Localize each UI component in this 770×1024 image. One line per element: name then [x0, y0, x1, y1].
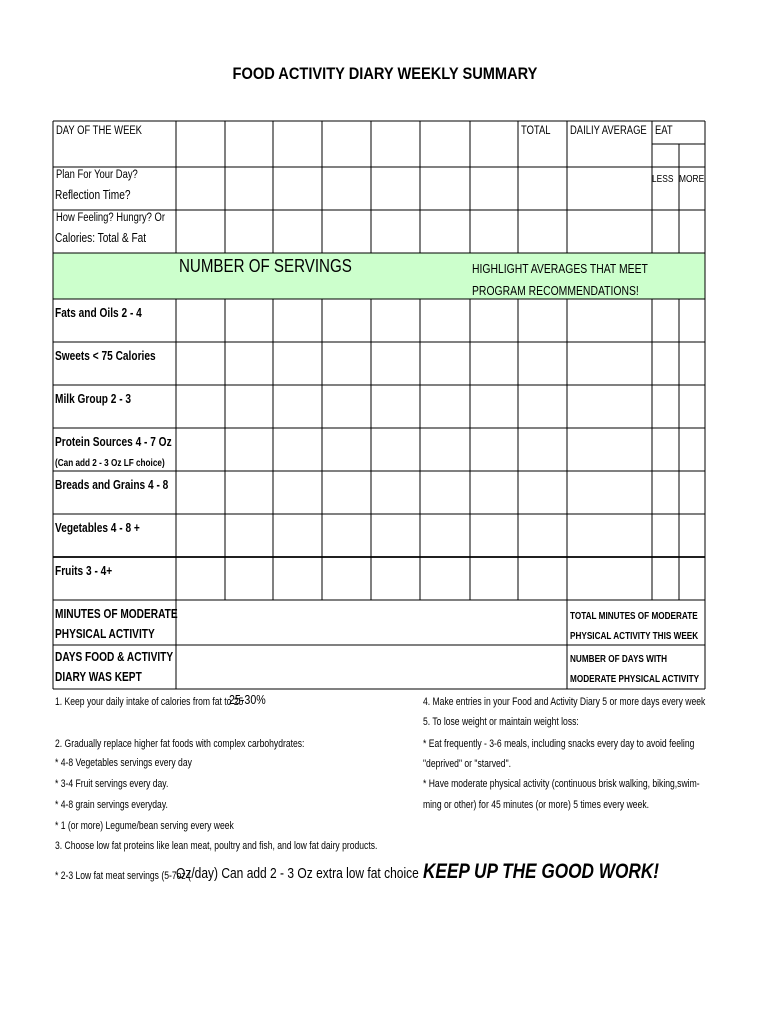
note-2c: * 4-8 grain servings everyday.	[55, 799, 168, 811]
calories-label: Calories: Total & Fat	[55, 230, 147, 245]
food-group-label: Vegetables 4 - 8 +	[55, 520, 140, 535]
note-1-value: 25-30%	[229, 692, 266, 707]
days-kept-label-line2: DIARY WAS KEPT	[55, 669, 142, 684]
number-days-label-line1: NUMBER OF DAYS WITH	[570, 653, 668, 665]
minutes-activity-label-line1: MINUTES OF MODERATE	[55, 606, 178, 621]
note-5b: * Have moderate physical activity (continuous brisk walking, biking,swim-	[423, 778, 700, 790]
total-minutes-label-line1: TOTAL MINUTES OF MODERATE	[570, 610, 698, 622]
number-days-label-line2: MODERATE PHYSICAL ACTIVITY	[570, 673, 700, 685]
closing-message: KEEP UP THE GOOD WORK!	[423, 860, 659, 883]
minutes-activity-label-line2: PHYSICAL ACTIVITY	[55, 626, 155, 641]
highlight-note-line1: HIGHLIGHT AVERAGES THAT MEET	[472, 261, 648, 276]
food-group-label: Fats and Oils 2 - 4	[55, 305, 142, 320]
plan-for-day-label: Plan For Your Day?	[56, 169, 138, 181]
how-feeling-label: How Feeling? Hungry? Or	[56, 212, 166, 224]
note-3a: * 2-3 Low fat meat servings (5-7oz (	[55, 870, 191, 882]
eat-column-header: EAT	[655, 125, 673, 137]
total-minutes-label-line2: PHYSICAL ACTIVITY THIS WEEK	[570, 630, 699, 642]
note-4: 4. Make entries in your Food and Activity Diary 5 or more days every week	[423, 696, 706, 708]
note-2d: * 1 (or more) Legume/bean serving every week	[55, 820, 234, 832]
food-group-sublabel: (Can add 2 - 3 Oz LF choice)	[55, 457, 165, 469]
note-5a: * Eat frequently - 3-6 meals, including snacks every day to avoid feeling	[423, 738, 695, 750]
note-2b: * 3-4 Fruit servings every day.	[55, 778, 169, 790]
day-of-week-label: DAY OF THE WEEK	[56, 125, 142, 137]
note-5: 5. To lose weight or maintain weight loss:	[423, 716, 579, 728]
reflection-time-label: Reflection Time?	[55, 187, 131, 202]
note-2a: * 4-8 Vegetables servings every day	[55, 757, 192, 769]
note-5a-cont: "deprived" or "starved".	[423, 758, 512, 770]
note-5b-cont: ming or other) for 45 minutes (or more) 5 times every week.	[423, 799, 650, 811]
food-group-label: Protein Sources 4 - 7 Oz	[55, 434, 172, 449]
note-3: 3. Choose low fat proteins like lean meat, poultry and fish, and low fat dairy products.	[55, 840, 378, 852]
highlight-note-line2: PROGRAM RECOMMENDATIONS!	[472, 283, 639, 298]
daily-average-column-header: DAILIY AVERAGE	[570, 125, 647, 137]
total-column-header: TOTAL	[521, 125, 551, 137]
note-2: 2. Gradually replace higher fat foods with complex carbohydrates:	[55, 738, 305, 750]
days-kept-label-line1: DAYS FOOD & ACTIVITY	[55, 649, 174, 664]
food-group-label: Milk Group 2 - 3	[55, 391, 132, 406]
page-title: FOOD ACTIVITY DIARY WEEKLY SUMMARY	[232, 64, 538, 83]
less-column-header: LESS	[652, 173, 674, 185]
note-3a-emphasis: Oz/day) Can add 2 - 3 Oz extra low fat choice	[176, 865, 419, 882]
more-column-header: MORE	[679, 173, 705, 185]
note-1: 1. Keep your daily intake of calories from fat to 25	[55, 696, 244, 708]
food-group-label: Sweets < 75 Calories	[55, 348, 156, 363]
food-group-label: Fruits 3 - 4+	[55, 563, 113, 578]
number-of-servings-heading: NUMBER OF SERVINGS	[179, 256, 352, 276]
food-group-label: Breads and Grains 4 - 8	[55, 477, 169, 492]
